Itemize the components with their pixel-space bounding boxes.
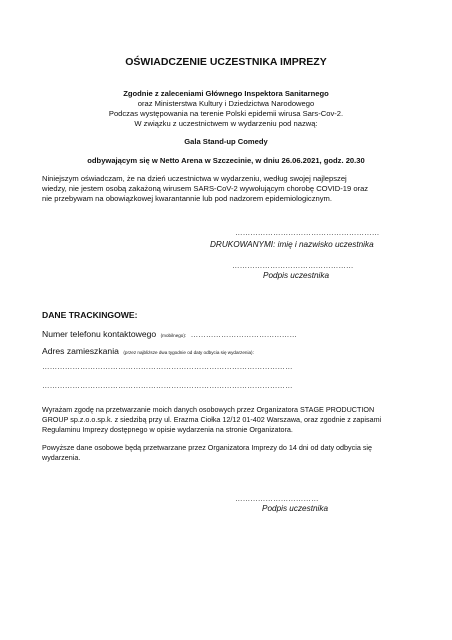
signature-label-1: Podpis uczestnika — [263, 271, 329, 280]
consent-line-3: Regulaminu Imprezy dostępnego w opisie wydarzenia na stronie Organizatora. — [42, 425, 293, 434]
event-name: Gala Stand-up Comedy — [184, 137, 268, 146]
address-line-a: ……………………………………………………………………………………… — [42, 362, 293, 371]
retention-line-1: Powyższe dane osobowe będą przetwarzane przez Organizatora Imprezy do 14 dni od daty odbycia się — [42, 443, 373, 452]
address-label: Adres zamieszkania — [42, 346, 119, 356]
retention-line-2: wydarzenia. — [42, 453, 81, 462]
address-hint: (przez najbliższe dwa tygodnie od daty odbycia się wydarzenia): — [123, 350, 254, 355]
address-row — [42, 341, 254, 359]
signature-label-2: Podpis uczestnika — [262, 504, 328, 513]
phone-label: Numer telefonu kontaktowego — [42, 329, 157, 339]
consent-line-2: GROUP sp.z.o.o.sp.k. z siedzibą przy ul. Erazma Ciołka 12/12 01-402 Warszawa, oraz zgodnie z zapisami — [42, 415, 382, 424]
header-line-2: oraz Ministerstwa Kultury i Dziedzictwa Narodowego — [137, 99, 315, 108]
consent-line-1: Wyrażam zgodę na przetwarzanie moich danych osobowych przez Organizatora STAGE PRODUCTION — [42, 405, 375, 414]
declaration-line-1: Niniejszym oświadczam, że na dzień uczestnictwa w wydarzeniu, według swojej najlepszej — [42, 174, 347, 183]
signature-dotted-line-1: ………………………………………… — [232, 261, 354, 270]
declaration-line-2: wiedzy, nie jestem osobą zakażoną wirusem SARS-CoV-2 wywołującym chorobę COVID-19 oraz — [42, 184, 369, 193]
header-line-4: W związku z uczestnictwem w wydarzeniu pod nazwą: — [134, 119, 318, 128]
name-dotted-line: ………………………………………………… — [235, 228, 380, 237]
phone-dotted-line: …………………………………… — [190, 330, 297, 339]
address-line-b: ……………………………………………………………………………………… — [42, 381, 293, 390]
phone-hint: (mobilnego): — [160, 333, 187, 338]
header-line-1: Zgodnie z zaleceniami Głównego Inspektora Sanitarnego — [123, 89, 329, 98]
document-title: OŚWIADCZENIE UCZESTNIKA IMPREZY — [125, 56, 327, 68]
event-place: odbywającym się w Netto Arena w Szczecinie, w dniu 26.06.2021, godz. 20.30 — [87, 156, 365, 165]
declaration-line-3: nie przebywam na obowiązkowej kwarantannie lub pod nadzorem epidemiologicznym. — [42, 194, 332, 203]
header-line-3: Podczas występowania na terenie Polski epidemii wirusa Sars-Cov-2. — [108, 109, 344, 118]
signature-dotted-line-2: …………………………… — [235, 494, 319, 503]
name-label: DRUKOWANYMI: imię i nazwisko uczestnika — [210, 240, 374, 249]
tracking-heading: DANE TRACKINGOWE: — [42, 310, 138, 320]
phone-row — [42, 324, 297, 342]
